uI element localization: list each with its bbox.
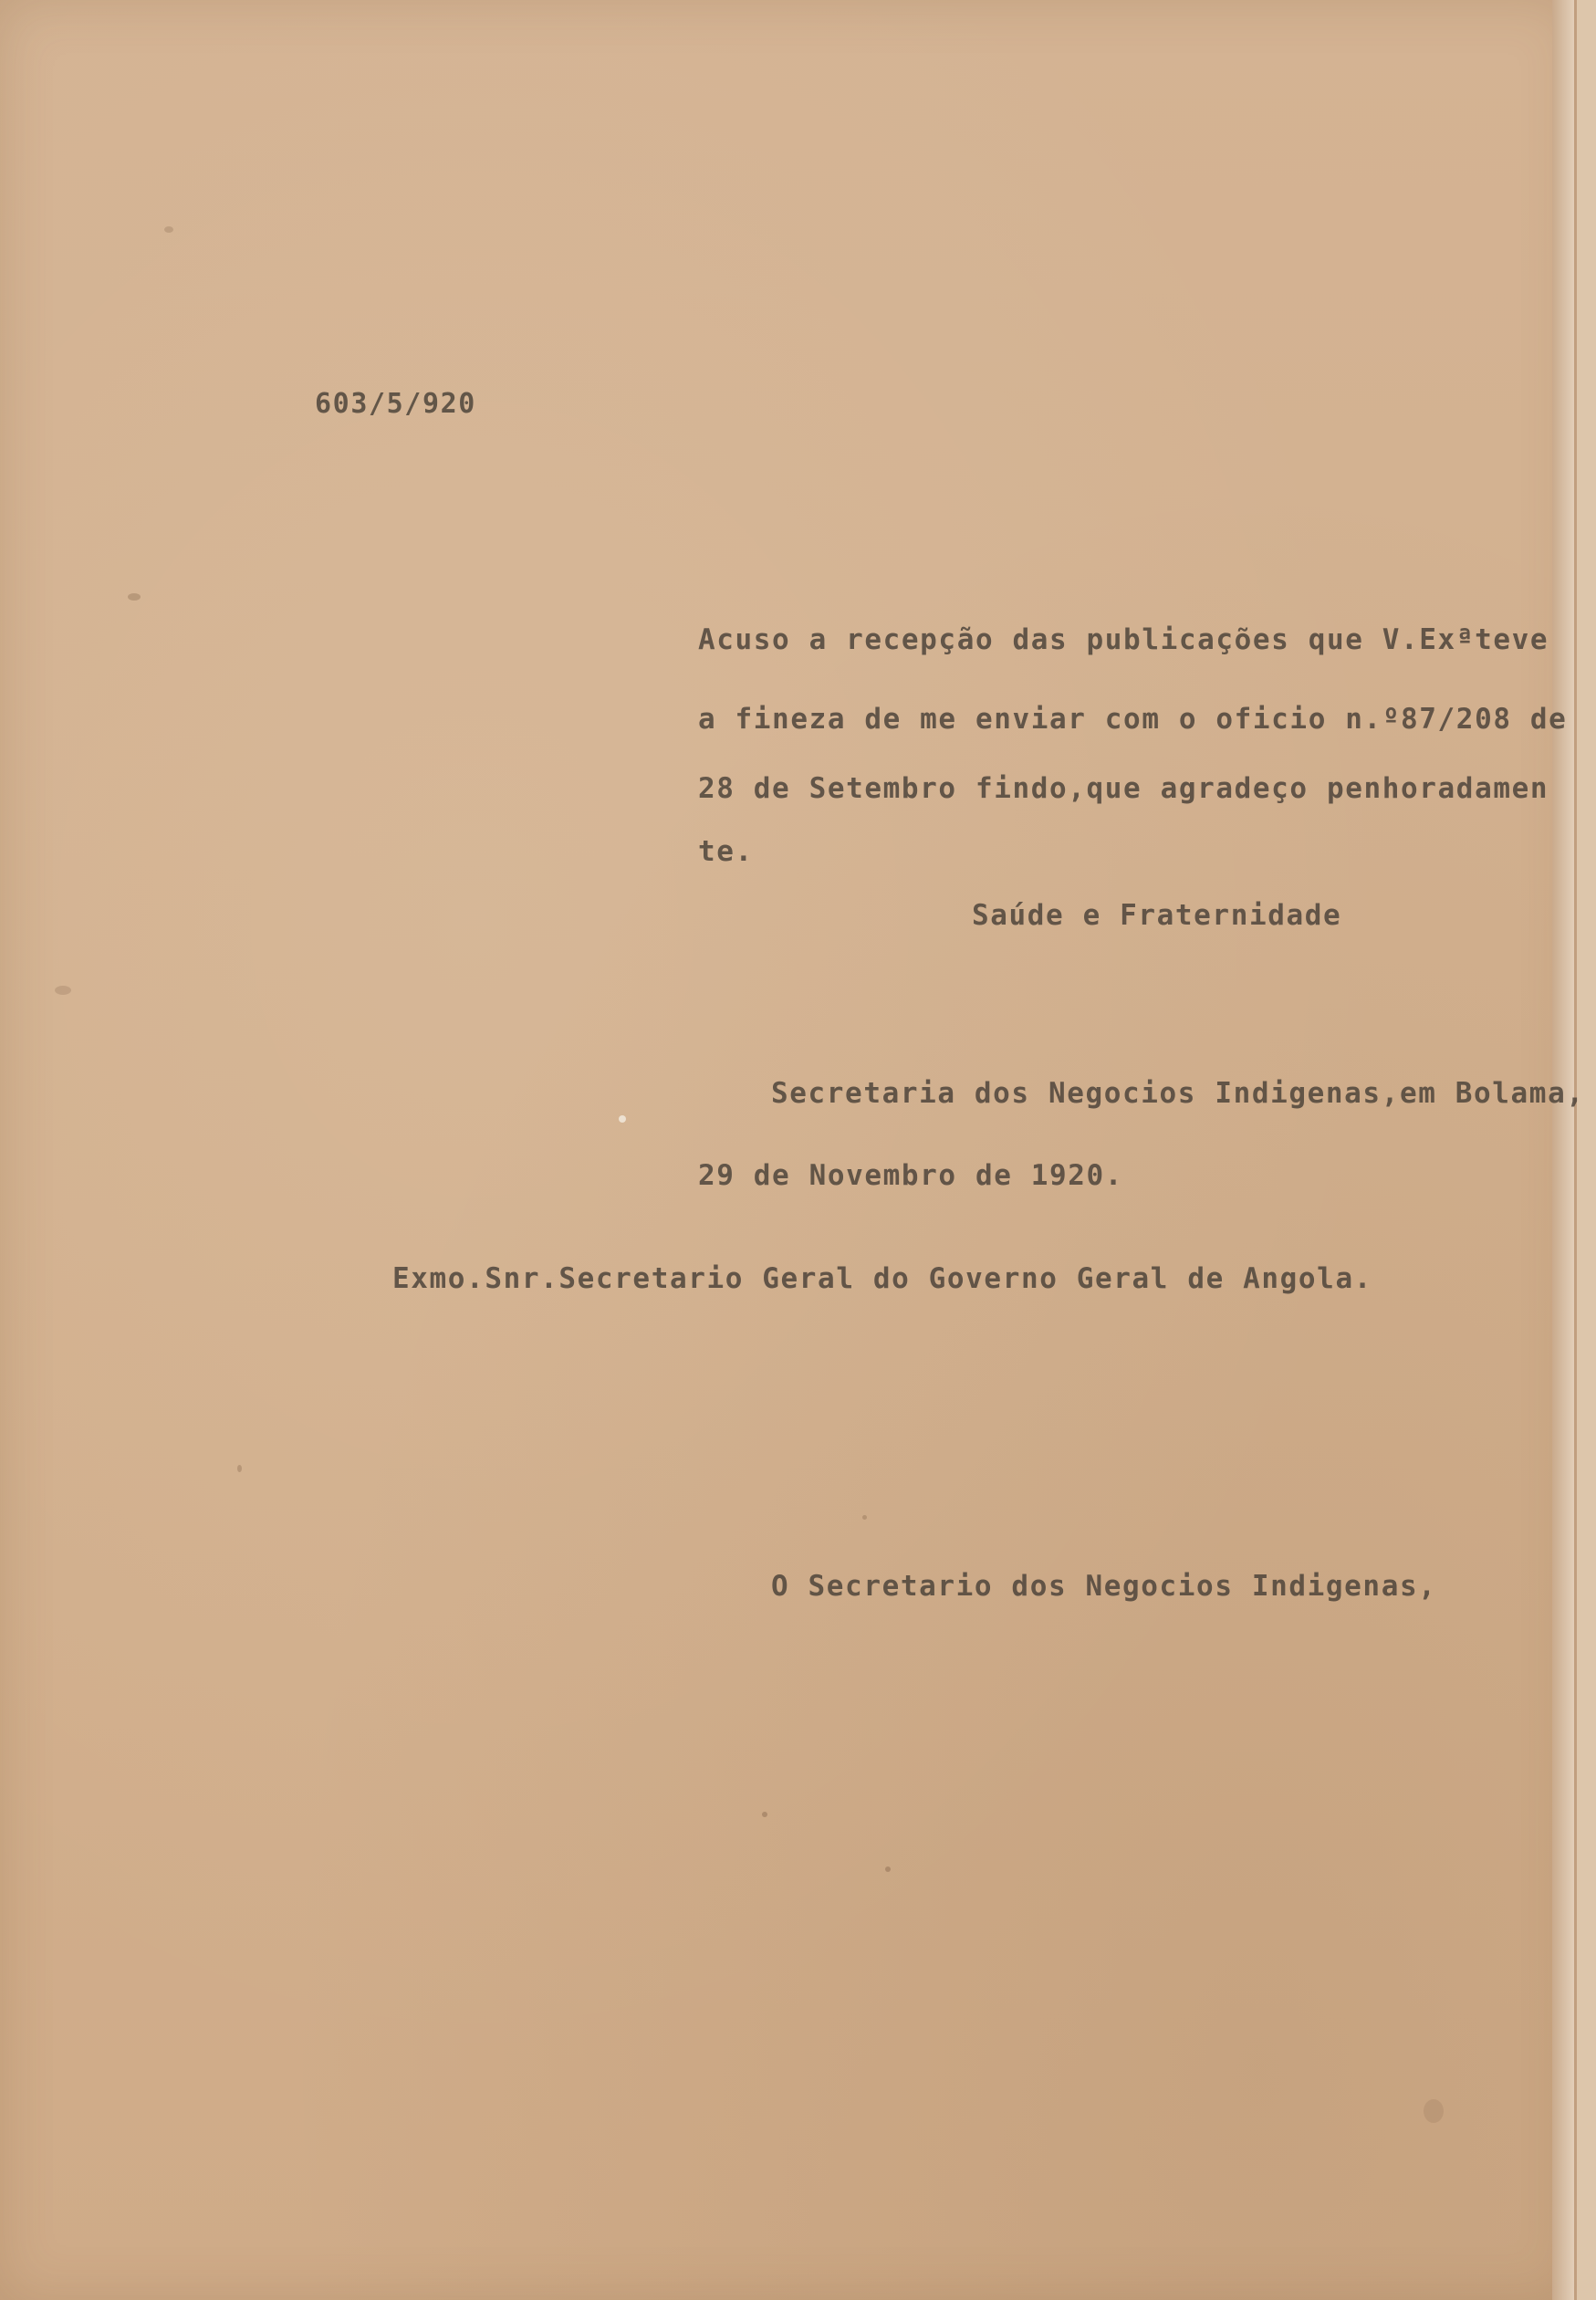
paper-speck	[55, 986, 71, 995]
body-line: te.	[698, 835, 754, 868]
paper-edge	[1552, 0, 1574, 2300]
body-line: Acuso a recepção das publicações que V.Exªteve	[698, 623, 1549, 656]
paper-speck	[619, 1115, 626, 1123]
reference-number: 603/5/920	[315, 388, 476, 420]
addressee-line: Exmo.Snr.Secretario Geral do Governo Geral de Angola.	[392, 1262, 1372, 1295]
body-line: a fineza de me enviar com o oficio n.º87/208 de	[698, 703, 1568, 736]
paper-speck	[237, 1465, 242, 1472]
paper-speck	[164, 226, 173, 233]
paper-speck	[128, 593, 141, 601]
signature-line: O Secretario dos Negocios Indigenas,	[771, 1570, 1437, 1603]
place-line: Secretaria dos Negocios Indigenas,em Bolama,	[771, 1077, 1585, 1110]
closing-greeting: Saúde e Fraternidade	[972, 899, 1342, 932]
date-line: 29 de Novembro de 1920.	[698, 1159, 1124, 1192]
paper-speck	[762, 1812, 767, 1817]
paper-speck	[885, 1866, 891, 1872]
paper-speck	[862, 1515, 867, 1520]
paper-speck	[1424, 2099, 1444, 2123]
body-line: 28 de Setembro findo,que agradeço penhoradamen	[698, 772, 1549, 805]
